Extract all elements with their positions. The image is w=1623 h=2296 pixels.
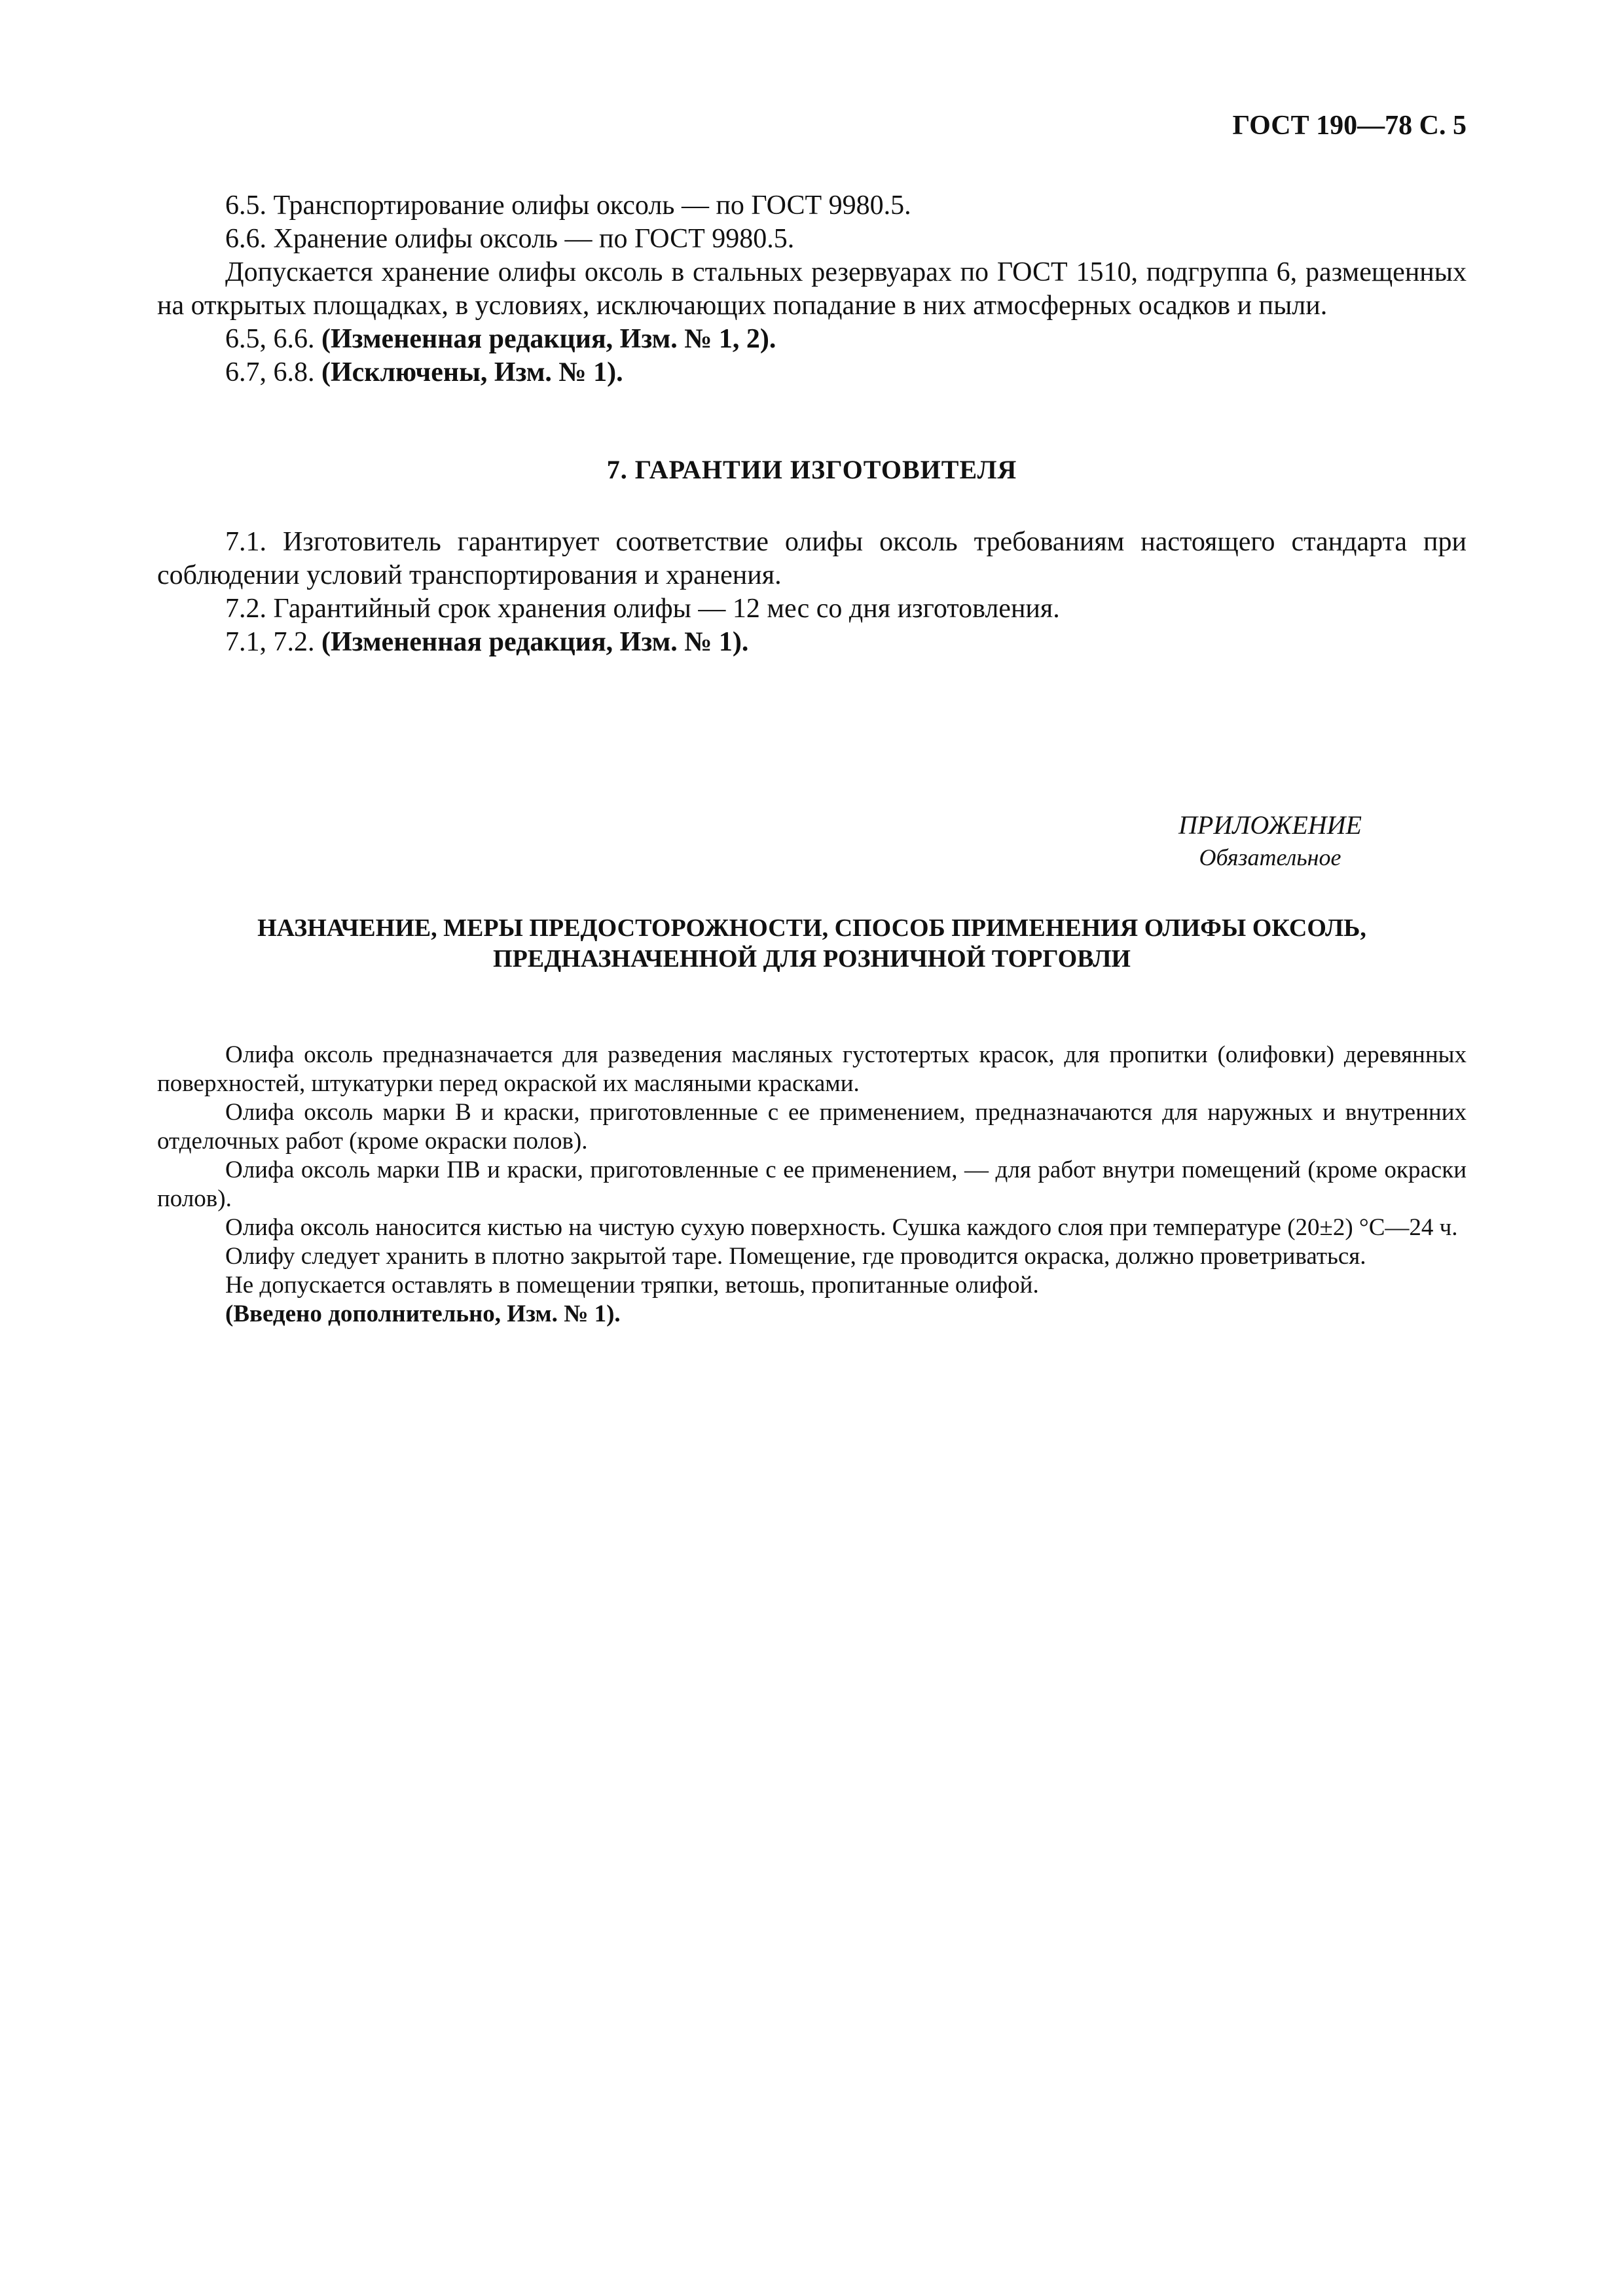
appendix-paragraph-7 — [157, 1300, 1467, 1329]
paragraph-7-1-7-2-note — [157, 626, 1467, 659]
appendix-paragraph-5: Олифу следует хранить в плотно закрытой таре. Помещение, где проводится окраска, должно проветриваться. — [225, 1243, 1366, 1270]
appendix-label: ПРИЛОЖЕНИЕ — [1178, 810, 1362, 840]
appendix-title-line-1: НАЗНАЧЕНИЕ, МЕРЫ ПРЕДОСТОРОЖНОСТИ, СПОСОБ ПРИМЕНЕНИЯ ОЛИФЫ ОКСОЛЬ, — [257, 914, 1366, 942]
paragraph-7-2: 7.2. Гарантийный срок хранения олифы — 12 мес со дня изготовления. — [225, 594, 1060, 624]
section-6-text — [157, 189, 1467, 389]
appendix-paragraph-4: Олифа оксоль наносится кистью на чистую сухую поверхность. Сушка каждого слоя при температуре (20±2) °С—24 ч. — [225, 1214, 1458, 1241]
note-bold: (Измененная редакция, Изм. № 1, 2). — [321, 324, 776, 354]
section-7-text — [157, 526, 1467, 659]
appendix-title-line-2: ПРЕДНАЗНАЧЕННОЙ ДЛЯ РОЗНИЧНОЙ ТОРГОВЛИ — [493, 945, 1131, 973]
paragraph-6-5-6-6-note — [157, 323, 1467, 356]
appendix-title — [157, 913, 1467, 975]
appendix-paragraph-2: Олифа оксоль марки В и краски, приготовленные с ее применением, предназначаются для наружных и внутренних отделочных работ (кроме окраски полов). — [157, 1099, 1467, 1155]
appendix-paragraph-3: Олифа оксоль марки ПВ и краски, приготовленные с ее применением, — для работ внутри помещений (кроме окраски полов). — [157, 1157, 1467, 1212]
paragraph-6-6: 6.6. Хранение олифы оксоль — по ГОСТ 9980.5. — [225, 224, 795, 254]
paragraph-6-5: 6.5. Транспортирование олифы оксоль — по ГОСТ 9980.5. — [225, 190, 911, 221]
note-bold: (Введено дополнительно, Изм. № 1). — [225, 1300, 621, 1327]
page-header: ГОСТ 190—78 С. 5 — [1232, 111, 1467, 141]
paragraph-7-1: 7.1. Изготовитель гарантирует соответствие олифы оксоль требованиям настоящего стандарта при соблюдении условий транспортирования и хранения. — [157, 527, 1467, 590]
appendix-sublabel: Обязательное — [1199, 844, 1341, 870]
note-bold: (Измененная редакция, Изм. № 1). — [321, 627, 749, 657]
section-7-title: 7. ГАРАНТИИ ИЗГОТОВИТЕЛЯ — [606, 455, 1017, 484]
appendix-text — [157, 1041, 1467, 1329]
note-ref: 6.7, 6.8. — [225, 357, 315, 387]
note-ref: 6.5, 6.6. — [225, 324, 315, 354]
note-ref: 7.1, 7.2. — [225, 627, 315, 657]
appendix-paragraph-6: Не допускается оставлять в помещении тряпки, ветошь, пропитанные олифой. — [225, 1272, 1039, 1299]
note-bold: (Исключены, Изм. № 1). — [321, 357, 623, 387]
paragraph-6-6-storage: Допускается хранение олифы оксоль в стальных резервуарах по ГОСТ 1510, подгруппа 6, размещенных на открытых площадках, в условиях, исключающих попадание в них атмосферных осадков и пыли. — [157, 257, 1467, 321]
paragraph-6-7-6-8-note — [157, 356, 1467, 389]
appendix-paragraph-1: Олифа оксоль предназначается для разведения масляных густотертых красок, для пропитки (олифовки) деревянных поверхностей, штукатурки перед окраской их масляными красками. — [157, 1041, 1467, 1097]
